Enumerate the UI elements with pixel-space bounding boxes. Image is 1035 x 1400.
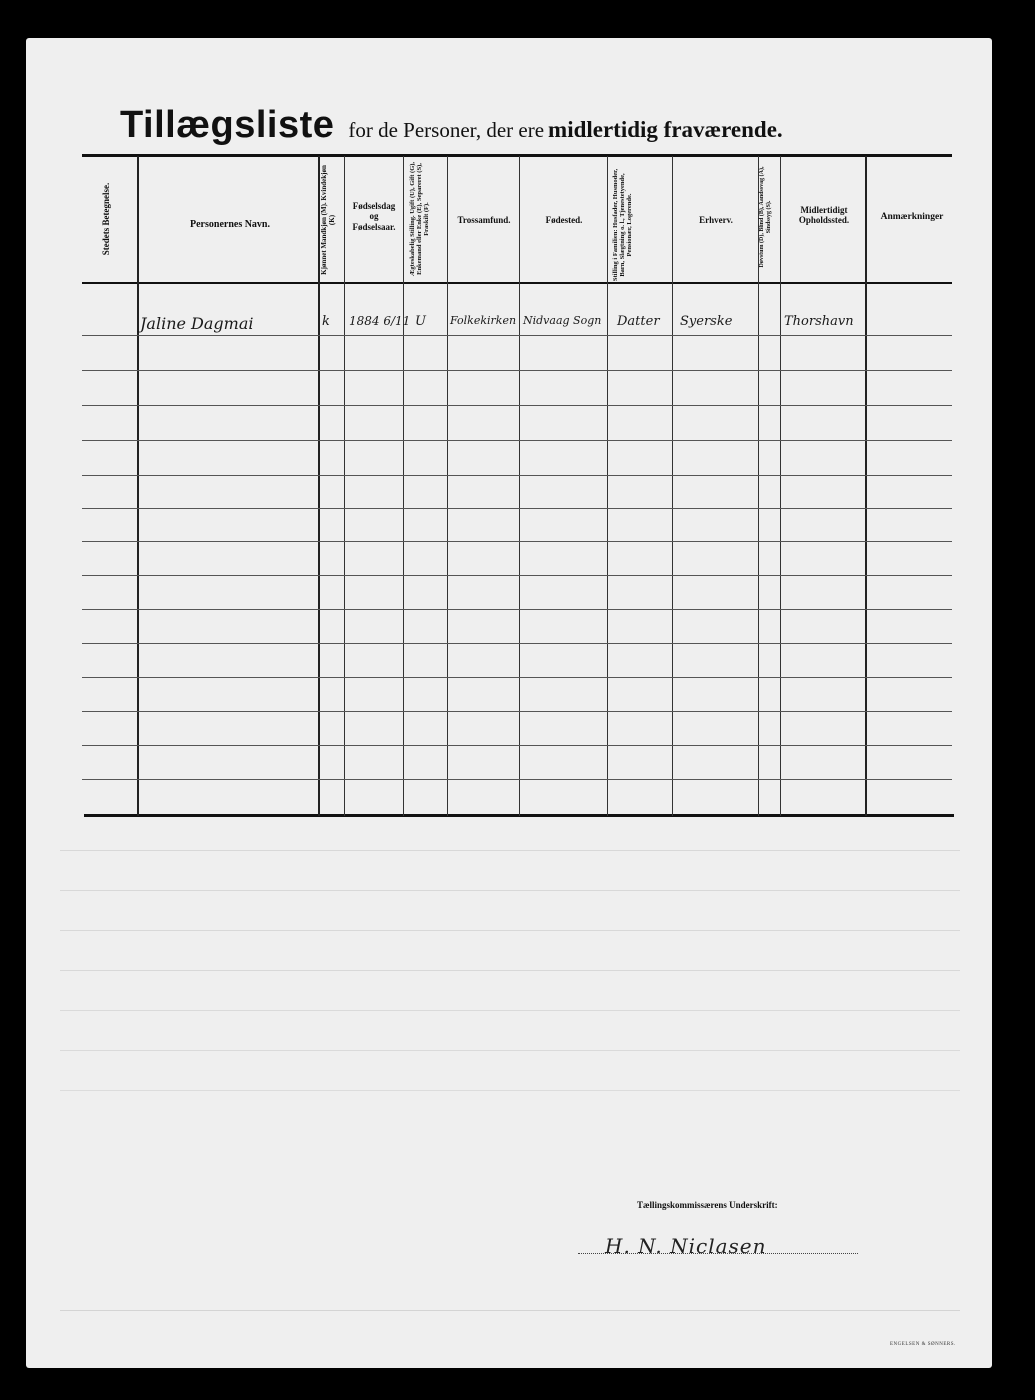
title-middle: for de Personer, der ere: [348, 118, 545, 142]
column-divider: [519, 156, 520, 816]
row-line: [82, 575, 952, 576]
cell-stilling: Datter: [617, 314, 660, 329]
column-divider: [447, 156, 448, 816]
header-aegteskab: Ægteskabelig Stilling. Ugift (U), Gift (G), Enkemand eller Enke (E), Separeret (S), Fraskilt (F).: [409, 161, 431, 277]
row-line: [82, 609, 952, 610]
row-line: [82, 779, 952, 780]
column-divider: [344, 156, 345, 816]
row-line: [82, 440, 952, 441]
table-top-rule: [82, 154, 952, 157]
row-line: [82, 475, 952, 476]
header-tros: Trossamfund.: [457, 215, 511, 225]
column-divider: [403, 156, 404, 816]
row-line: [82, 643, 952, 644]
column-divider: [607, 156, 608, 816]
title-bold: midlertidig fraværende.: [548, 117, 783, 142]
bleed-through-line: [60, 1090, 960, 1091]
row-line: [82, 745, 952, 746]
column-divider: [137, 156, 139, 816]
row-line: [82, 508, 952, 509]
row-line: [82, 711, 952, 712]
signature-line: [578, 1253, 858, 1254]
cell-fodsel: 1884 6/11: [349, 314, 411, 328]
row-line: [82, 335, 952, 336]
cell-erhverv: Syerske: [680, 314, 733, 329]
column-divider: [672, 156, 673, 816]
cell-opholdssted: Thorshavn: [784, 314, 854, 329]
bleed-through-line: [60, 970, 960, 971]
header-stedets: Stedets Betegnelse.: [101, 182, 112, 256]
bleed-through-line: [60, 1010, 960, 1011]
header-fodested: Fødested.: [545, 215, 583, 225]
bleed-through-line: [60, 1050, 960, 1051]
header-fodselsdag: Fødselsdag og Fødselsaar.: [352, 201, 396, 232]
column-divider: [780, 156, 781, 816]
row-line: [82, 405, 952, 406]
signature-label: Tællingskommissærens Underskrift:: [637, 1200, 778, 1210]
header-navn: Personernes Navn.: [190, 219, 270, 230]
cell-kjonnet: k: [322, 314, 330, 329]
header-erhverv: Erhverv.: [699, 215, 733, 225]
row-line: [82, 370, 952, 371]
printer-imprint: ENGELSEN & SØNNERS.: [890, 1342, 956, 1347]
page-title: [120, 104, 783, 147]
title-main: Tillægsliste: [120, 104, 335, 146]
cell-aegteskab: U: [415, 314, 426, 329]
header-anm: Anmærkninger: [880, 212, 944, 222]
column-divider: [865, 156, 867, 816]
bleed-through-line: [60, 850, 960, 851]
cell-fodested: Nidvaag Sogn: [523, 314, 602, 327]
row-line: [82, 677, 952, 678]
bleed-through-line: [60, 930, 960, 931]
bleed-through-line: [60, 1310, 960, 1311]
header-bottom-rule: [82, 282, 952, 284]
signature: H. N. Niclasen: [605, 1234, 767, 1258]
header-opholdssted: Midlertidigt Opholdssted.: [798, 205, 850, 226]
census-form-page: [26, 38, 992, 1368]
header-kjonnet: Kjønnet Mandkjøn (M). Kvindekjøn (K): [320, 165, 336, 275]
header-dovstum: Døvstum (D), Blind (B), Aandssvag (A), Sindssyg (S).: [759, 166, 772, 268]
cell-navn: Jaline Dagmai: [140, 314, 254, 333]
cell-tros: Folkekirken: [450, 314, 517, 327]
bleed-through-line: [60, 890, 960, 891]
row-line: [82, 541, 952, 542]
header-stilling: Stilling i Familien: Husfader, Husmoder, Barn, Slægtning o. l., Tjenestetyende, Pensionær, Logerende.: [612, 168, 634, 282]
